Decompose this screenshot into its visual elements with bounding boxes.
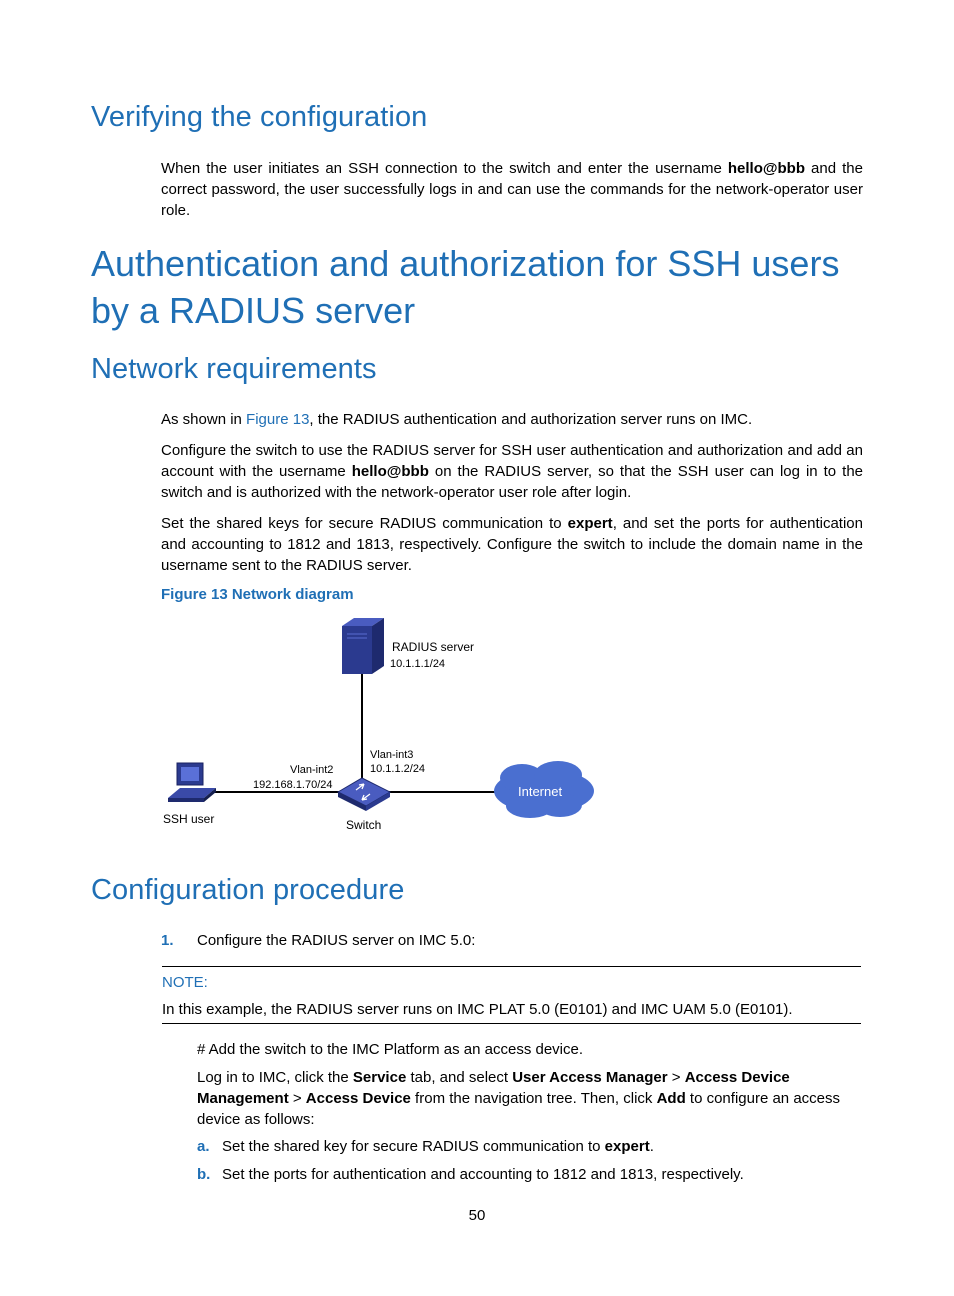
- heading-configuration-procedure: Configuration procedure: [91, 874, 405, 906]
- note-text: In this example, the RADIUS server runs on IMC PLAT 5.0 (E0101) and IMC UAM 5.0 (E0101).: [162, 1001, 793, 1018]
- menu-service: Service: [352, 1069, 407, 1086]
- shared-key: expert: [604, 1138, 650, 1155]
- menu-user-access-manager: User Access Manager: [512, 1069, 668, 1086]
- item-letter: a.: [197, 1138, 210, 1155]
- text: from the navigation tree. Then, click: [410, 1090, 657, 1107]
- sub-paragraph-2: [197, 1067, 857, 1130]
- username: hello@bbb: [351, 463, 429, 480]
- ssh-user-label: SSH user: [163, 812, 215, 826]
- text: and the correct password, the user successfully logs in and can use the commands for the network-operator user role.: [161, 160, 863, 219]
- vlan2-label: Vlan-int2: [290, 764, 334, 776]
- menu-access-device: Access Device: [305, 1090, 411, 1107]
- radius-server-ip: 10.1.1.1/24: [390, 658, 446, 670]
- netreq-paragraph-3: [161, 513, 863, 576]
- switch-label: Switch: [346, 818, 382, 832]
- pc-icon: [168, 763, 216, 802]
- server-icon: [342, 618, 384, 674]
- text: on the RADIUS server, so that the SSH user can log in to the switch and is authorized with the network-operator user role after login.: [161, 463, 864, 501]
- username: hello@bbb: [727, 160, 805, 177]
- text: Configure the switch to use the RADIUS server for SSH user authentication and authorization and add an account with the username: [161, 442, 863, 480]
- netreq-paragraph-1: [161, 409, 863, 430]
- heading-verifying: Verifying the configuration: [91, 101, 428, 133]
- menu-access-device-management: Access Device Management: [197, 1069, 790, 1107]
- text: to configure an access device as follows:: [197, 1090, 841, 1128]
- radius-server-label: RADIUS server: [392, 640, 475, 654]
- text: >: [667, 1069, 685, 1086]
- item-letter: b.: [197, 1166, 211, 1183]
- vlan3-label: Vlan-int3: [370, 749, 414, 761]
- text: Log in to IMC, click the: [197, 1069, 353, 1086]
- page-number: 50: [468, 1207, 486, 1224]
- netreq-paragraph-2: [161, 440, 863, 503]
- text: >: [288, 1090, 306, 1107]
- item-b: [197, 1164, 744, 1185]
- vlan3-ip: 10.1.1.2/24: [370, 763, 426, 775]
- text: As shown in: [161, 411, 247, 428]
- add-label: Add: [656, 1090, 686, 1107]
- text: , the RADIUS authentication and authorization server runs on IMC.: [309, 411, 753, 428]
- step-number: 1.: [161, 932, 174, 949]
- figure-link[interactable]: Figure 13: [246, 411, 310, 428]
- heading-main: Authentication and authorization for SSH users by a RADIUS server: [91, 243, 840, 331]
- text: Set the ports for authentication and accounting to 1812 and 1813, respectively.: [222, 1166, 744, 1183]
- note-box: [162, 966, 861, 1024]
- heading-network-requirements: Network requirements: [91, 353, 377, 385]
- internet-label: Internet: [518, 784, 563, 799]
- verify-paragraph: [161, 158, 863, 221]
- figure-caption: Figure 13 Network diagram: [161, 586, 354, 603]
- switch-icon: [338, 778, 390, 811]
- vlan2-ip: 192.168.1.70/24: [253, 779, 333, 791]
- item-a: [197, 1136, 654, 1157]
- network-diagram: [150, 612, 610, 842]
- text: tab, and select: [406, 1069, 513, 1086]
- note-label: NOTE:: [162, 974, 208, 991]
- sub-paragraph-1: # Add the switch to the IMC Platform as an access device.: [197, 1041, 584, 1058]
- step-text: Configure the RADIUS server on IMC 5.0:: [197, 932, 476, 949]
- step-1: [161, 930, 475, 951]
- text: .: [649, 1138, 654, 1155]
- text: Set the shared key for secure RADIUS communication to: [222, 1138, 605, 1155]
- shared-key: expert: [567, 515, 613, 532]
- text: When the user initiates an SSH connection to the switch and enter the username: [161, 160, 728, 177]
- text: Set the shared keys for secure RADIUS communication to: [161, 515, 568, 532]
- text: , and set the ports for authentication and accounting to 1812 and 1813, respectively. Configure the switch to include the domain name in the username sent to the RADIUS server.: [161, 515, 863, 574]
